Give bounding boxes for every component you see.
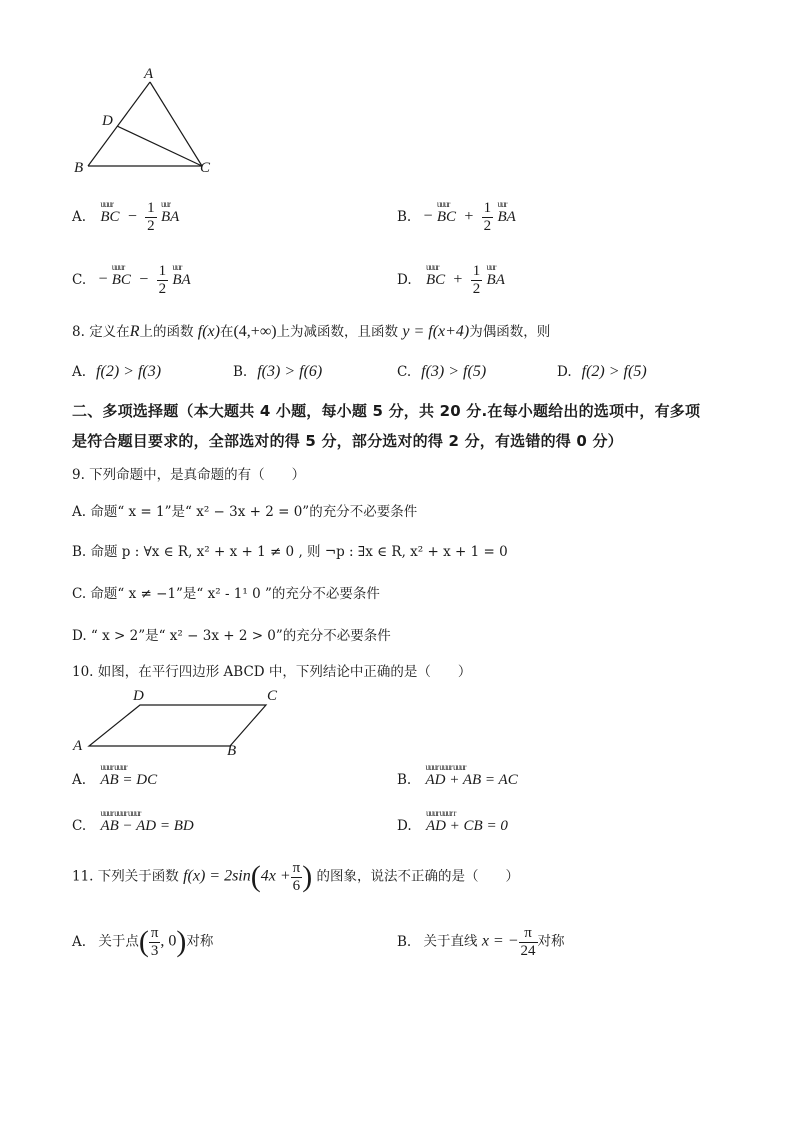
vector-arrow: uur [497,198,507,209]
q11a-text-1: 关于点 [98,933,139,950]
fraction [157,263,169,297]
expr: AB − AD = BD [100,818,194,834]
q9-stem: 9. 下列命题中，是真命题的有（ ） [72,467,306,483]
vector-name: BA [172,271,191,288]
option-letter: B. [233,364,248,380]
option-letter: A. [72,772,87,788]
q9-option-c: C. 命题“ x ≠ −1”是“ x² - 1¹ 0 ”的充分不必要条件 [72,586,380,602]
vector-arrow: uur [486,261,496,272]
fraction [149,925,161,959]
q11-arg: 4x + [260,867,291,885]
operator: + [464,207,474,225]
parallelogram-label-c: C [267,688,278,704]
fraction-den: 2 [158,280,167,297]
vector-bc [100,198,120,226]
sign: − [98,270,108,288]
option-letter: C. [397,364,412,380]
option-expr: f(3) > f(6) [257,363,323,380]
fraction [291,860,303,894]
q8-stem [72,320,550,341]
expr: AD + CB = 0 [425,818,508,834]
fraction-den: 2 [147,217,155,234]
expr: AD + AB = AC [425,772,518,788]
fraction-num: π [519,925,538,943]
q11-func: f(x) = 2sin [183,867,251,885]
q9-option-b: B. 命题 p : ∀x ∈ R, x² + x + 1 ≠ 0 , 则 ¬p : ∃x ∈ R, x² + x + 1 = 0 [72,544,508,560]
option-letter: A. [72,208,87,225]
vector-bc [425,261,446,289]
fraction-num: π [292,860,301,876]
parallelogram-label-a: A [73,738,83,754]
fraction-num: 1 [147,200,155,216]
q7-option-c [72,263,191,297]
operator: − [127,207,137,225]
operator: + [453,270,463,288]
vector-ba [160,198,180,226]
option-letter: A. [72,933,87,950]
option-letter: D. [397,271,412,288]
option-letter: D. [397,818,412,834]
option-letter: C. [72,271,87,288]
vector-expr [425,762,518,789]
fraction-num: 1 [472,263,481,279]
fraction-den: 6 [292,877,301,894]
fraction [471,263,483,297]
q8-option-c [397,363,486,381]
fraction-den: 3 [150,942,159,959]
section-heading-line2: 是符合题目要求的，全部选对的得 5 分，部分选对的得 2 分，有选错的得 0 分） [72,432,623,450]
vector-arrow: uuur uuur [100,762,127,772]
vector-arrow: uuur [436,198,450,209]
q7-option-b [397,200,516,234]
q11a-text-2: 对称 [186,933,214,950]
q8-interval: (4,+∞) [233,323,277,340]
q8-option-d [557,363,647,381]
q8-text-5: 为偶函数，则 [469,324,551,340]
option-letter: B. [397,208,412,225]
q8-text-1: 定义在 [89,324,130,340]
triangle-label-c: C [200,160,211,176]
q8-option-a [72,363,161,381]
q8-text-2: 上的函数 [139,324,194,340]
vector-expr [100,808,194,835]
option-letter: D. [557,364,572,380]
vector-bc [111,261,131,289]
q8-yfx: y = f(x+4) [402,323,470,340]
paren-close: ) [176,925,187,958]
vector-arrow: uuur [111,261,125,272]
paren-open: ( [138,925,149,958]
vector-name: BA [497,208,516,225]
option-expr: f(3) > f(5) [421,363,487,380]
triangle-label-d: D [102,113,113,129]
section-heading-line1: 二、多项选择题（本大题共 4 小题，每小题 5 分，共 20 分.在每小题给出的选项中，有多项 [72,402,701,420]
q11-option-a [72,925,213,959]
q8-fx: f(x) [197,323,220,340]
q11-stem [72,860,519,894]
q8-text-3: 在 [219,324,234,340]
fraction [145,200,157,234]
operator: − [139,270,149,288]
expr: AB = DC [100,772,158,788]
q11b-text-2: 对称 [537,933,565,950]
vector-arrow: uuur [100,198,113,209]
q8-option-b [233,363,322,381]
paren-open: ( [250,860,261,893]
vector-name: BA [160,208,180,225]
parallelogram-label-b: B [227,743,237,759]
parallelogram-label-d: D [133,688,144,704]
q11-option-b [397,925,565,959]
paren-close: ) [302,860,313,893]
q11-text-2: 的图象，说法不正确的是（ ） [316,868,520,885]
parallelogram-figure [70,685,300,765]
fraction-num: 1 [158,263,167,279]
vector-name: BC [425,271,446,288]
option-expr: f(2) > f(5) [581,363,647,380]
vector-arrow: uuur uuur uuur [100,808,141,818]
q10-option-a [72,762,158,789]
q11b-text-1: 关于直线 [423,933,478,950]
q8-text-4: 上为减函数，且函数 [276,324,399,340]
vector-name: BC [100,208,120,225]
vector-name: BA [486,271,505,288]
vector-ba [486,261,505,289]
fraction-den: 2 [472,280,481,297]
option-letter: B. [397,933,412,950]
q11a-rest: , 0 [160,932,177,950]
vector-arrow: uuur [425,261,439,272]
q10-option-c [72,808,194,835]
option-letter: A. [72,364,87,380]
vector-arrow: uuur uuur uuur [425,762,466,772]
q10-option-d [397,808,508,835]
vector-arrow: uur [160,198,170,209]
vector-ba [172,261,191,289]
question-number: 8. [72,324,85,340]
q9-option-a: A. 命题“ x = 1”是“ x² − 3x + 2 = 0”的充分不必要条件 [72,504,418,520]
vector-name: BC [436,208,457,225]
vector-arrow: uuur uuur r [425,808,456,818]
triangle-label-b: B [74,160,84,176]
vector-ba [497,198,516,226]
q10-option-b [397,762,518,789]
vector-name: BC [111,271,131,288]
q9-option-d: D. “ x > 2”是“ x² − 3x + 2 > 0”的充分不必要条件 [72,628,391,644]
q10-stem: 10. 如图，在平行四边形 ABCD 中，下列结论中正确的是（ ） [72,664,472,680]
fraction [482,200,494,234]
fraction-num: π [150,925,159,941]
vector-arrow: uur [172,261,182,272]
q7-option-d [397,263,505,297]
triangle-figure [70,65,220,185]
q8-set-r: R [129,323,140,340]
option-expr: f(2) > f(3) [96,363,162,380]
fraction-den: 24 [520,942,536,959]
option-letter: B. [397,772,412,788]
q11-text-1: 11. 下列关于函数 [72,868,179,885]
fraction-num: 1 [483,200,492,216]
triangle-label-a: A [144,66,154,82]
q7-option-a [72,200,179,234]
vector-expr [100,762,158,789]
vector-bc [436,198,457,226]
fraction-den: 2 [483,217,492,234]
vector-expr [425,808,508,835]
sign: − [423,207,433,225]
q11b-expr: x = − [481,932,519,950]
option-letter: C. [72,818,87,834]
fraction [519,925,538,959]
